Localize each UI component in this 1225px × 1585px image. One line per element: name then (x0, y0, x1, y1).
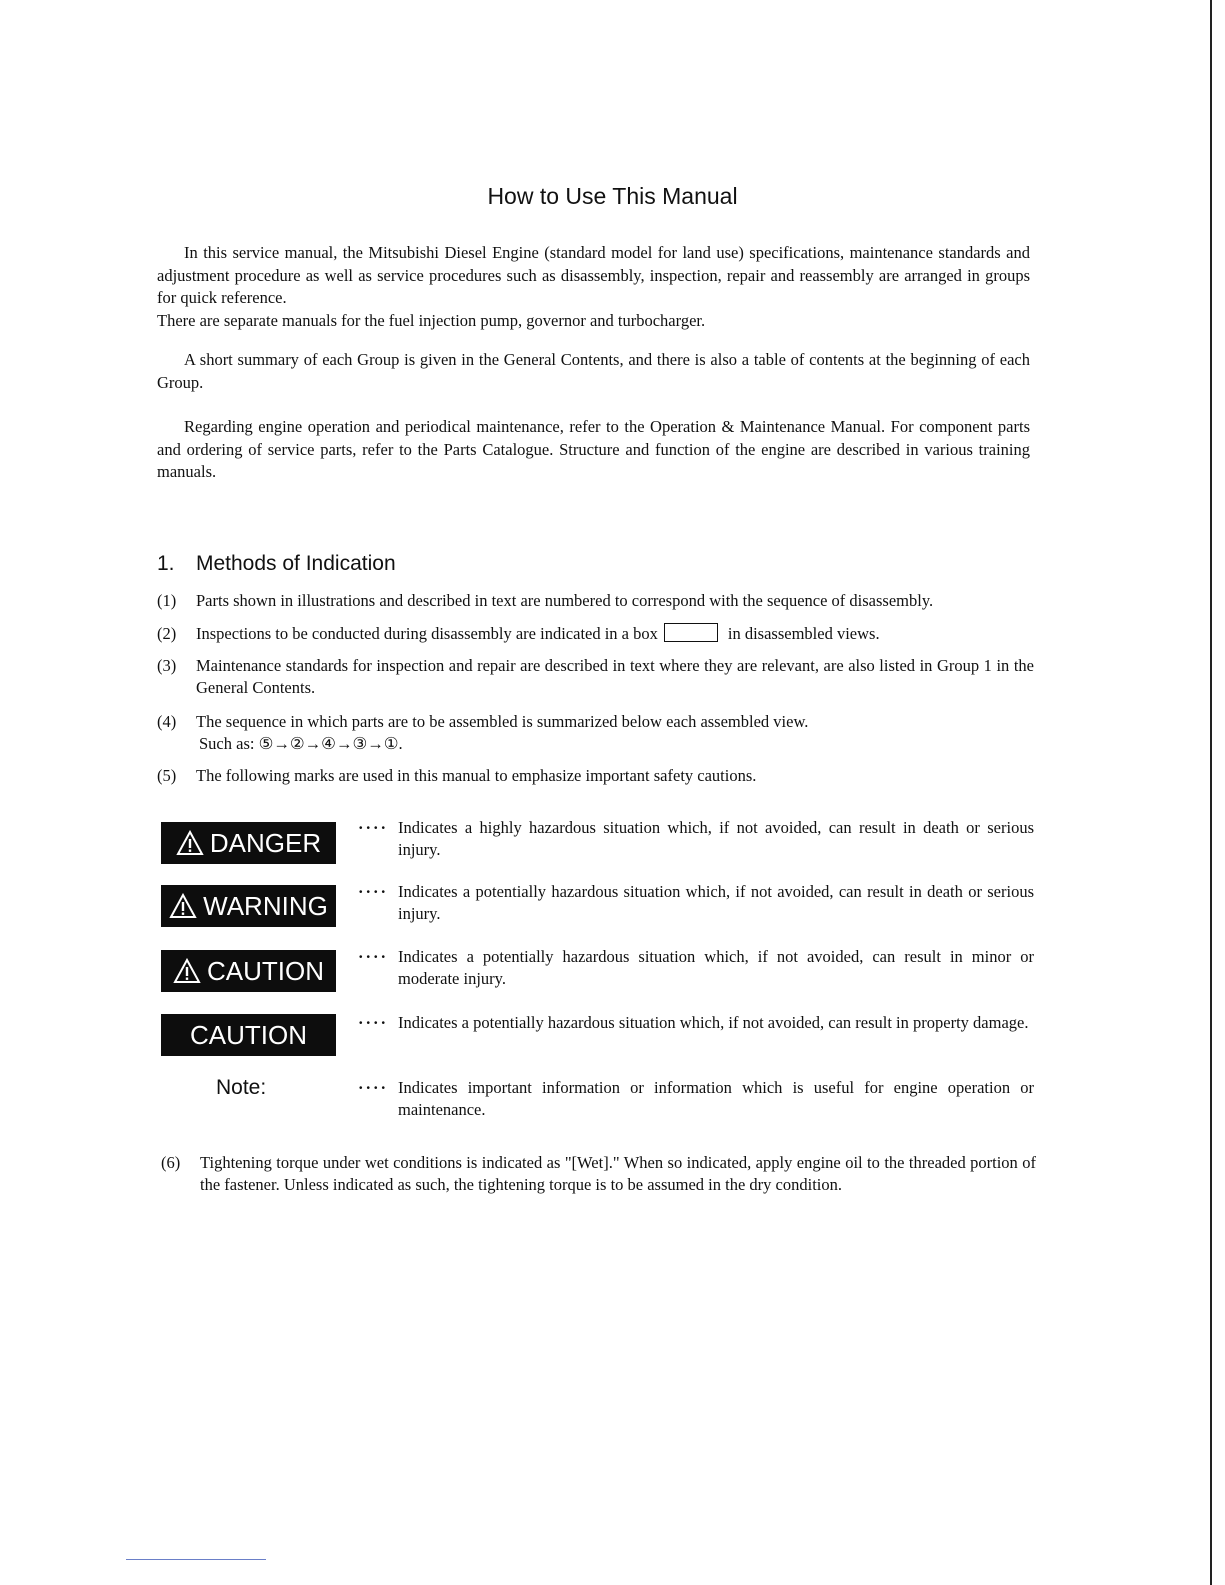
list-item (157, 765, 1034, 787)
list-item-text-main: The sequence in which parts are to be assembled is summarized below each assembled view. (196, 712, 809, 731)
mark-description-text: Indicates important information or information which is useful for engine operation or maintenance. (398, 1078, 1034, 1119)
page-title: How to Use This Manual (487, 183, 738, 209)
page-edge-rule (1210, 0, 1212, 1585)
mark-description-text: Indicates a potentially hazardous situation which, if not avoided, can result in death or serious injury. (398, 882, 1034, 923)
section-heading (157, 552, 396, 576)
list-item (157, 590, 1034, 612)
warning-triangle-icon (176, 830, 204, 856)
list-item-text: Parts shown in illustrations and described in text are numbered to correspond with the sequence of disassembly. (196, 591, 934, 610)
danger-badge-label: DANGER (209, 827, 322, 858)
footer-rule (126, 1559, 266, 1560)
caution-property-badge-label: CAUTION (190, 1019, 307, 1050)
mark-description-text: Indicates a highly hazardous situation which, if not avoided, can result in death or serious injury. (398, 818, 1034, 859)
leader-dots: ···· (358, 818, 389, 837)
warning-badge-label: WARNING (203, 890, 328, 921)
list-item-text (196, 623, 1034, 645)
list-item-text: The following marks are used in this manual to emphasize important safety cautions. (196, 766, 757, 785)
sequence-example: Such as: ⑤→②→④→③→①. (199, 734, 403, 753)
note-description (358, 1077, 1034, 1121)
list-item-text: Maintenance standards for inspection and repair are described in text where they are relevant, are also listed in Group 1 in the General Contents. (196, 656, 1034, 697)
inspection-box-symbol (664, 623, 718, 642)
leader-dots: ···· (358, 882, 389, 901)
list-item-text: Tightening torque under wet conditions is indicated as "[Wet]." When so indicated, apply engine oil to the threaded portion of the fastener. Unless indicated as such, the tightening torque is to be assumed in the dry condition. (200, 1153, 1036, 1194)
leader-dots: ···· (358, 1013, 389, 1032)
intro-paragraph-2: A short summary of each Group is given in the General Contents, and there is also a table of contents at the beginning of each Group. (157, 350, 1030, 392)
note-label: Note: (216, 1076, 267, 1099)
list-item (161, 1152, 1036, 1196)
warning-triangle-icon (173, 958, 201, 984)
list-item-number: (4) (157, 712, 177, 731)
caution-property-description (358, 1012, 1034, 1034)
caution-property-badge (161, 1014, 336, 1056)
mark-description-text: Indicates a potentially hazardous situation which, if not avoided, can result in property damage. (398, 1013, 1029, 1032)
leader-dots: ···· (358, 1078, 389, 1097)
list-item-number: (3) (157, 656, 177, 675)
list-item (157, 655, 1034, 699)
list-item-text-after: in disassembled views. (727, 624, 880, 643)
warning-badge (161, 885, 336, 927)
intro-paragraph-1b: There are separate manuals for the fuel injection pump, governor and turbocharger. (157, 311, 706, 330)
warning-triangle-icon (169, 893, 197, 919)
caution-injury-badge-label: CAUTION (207, 955, 324, 986)
list-item-number: (6) (161, 1153, 181, 1172)
list-item-number: (1) (157, 591, 177, 610)
section-number: 1. (157, 552, 175, 575)
mark-description-text: Indicates a potentially hazardous situation which, if not avoided, can result in minor or moderate injury. (398, 947, 1034, 988)
intro-paragraph-3: Regarding engine operation and periodical maintenance, refer to the Operation & Maintenance Manual. For component parts and ordering of service parts, refer to the Parts Catalogue. Structure and function of the engine are described in various training manuals. (157, 417, 1030, 481)
list-item-text-before: Inspections to be conducted during disassembly are indicated in a box (196, 624, 658, 643)
list-item-number: (2) (157, 624, 177, 643)
list-item-number: (5) (157, 766, 177, 785)
caution-injury-description (358, 946, 1034, 990)
list-item (157, 623, 1034, 645)
list-item (157, 711, 1034, 755)
danger-badge (161, 822, 336, 864)
intro-paragraph-1: In this service manual, the Mitsubishi Diesel Engine (standard model for land use) specifications, maintenance standards and adjustment procedure as well as service procedures such as disassembly, inspection, repair and reassembly are arranged in groups for quick reference. (157, 243, 1030, 307)
list-item-text (196, 711, 1034, 755)
leader-dots: ···· (358, 947, 389, 966)
caution-injury-badge (161, 950, 336, 992)
danger-description (358, 817, 1034, 861)
section-title: Methods of Indication (196, 552, 396, 575)
warning-description (358, 881, 1034, 925)
